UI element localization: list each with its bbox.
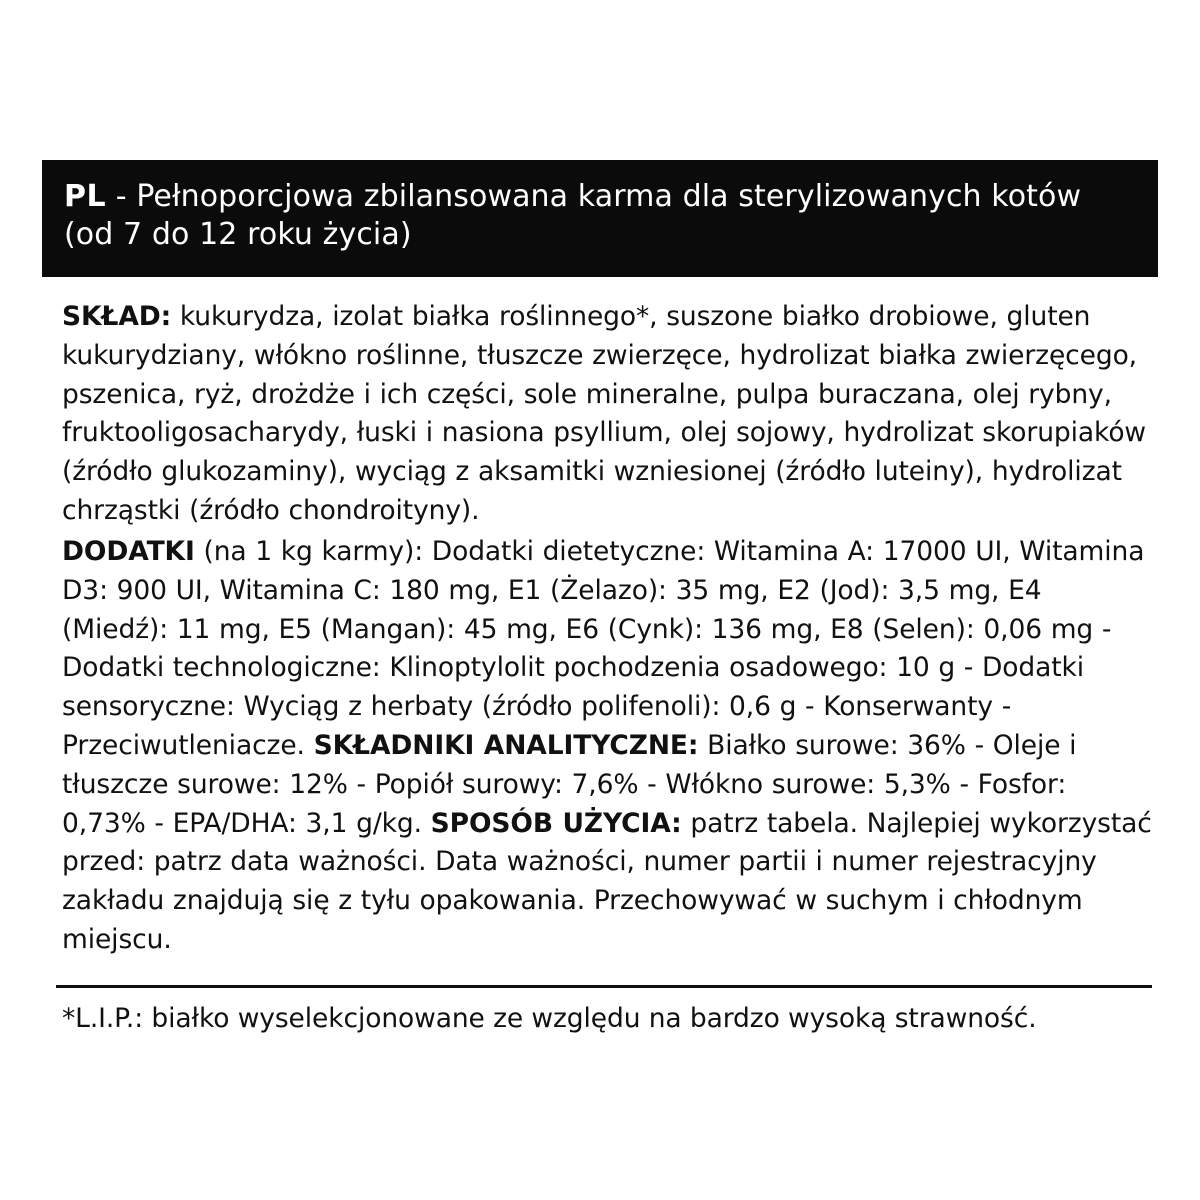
- label-body-text: [62, 298, 1152, 961]
- header-separator: -: [106, 179, 137, 214]
- additives-text: (na 1 kg karmy): Dodatki dietetyczne: Witamina A: 17000 UI, Witamina D3: 900 UI, Witamina C: 180 mg, E1 (Żelazo): 35 mg, E2 (Jod): 3,5 mg, E4 (Miedź): 11 mg, E5 (Mangan): 45 mg, E6 (Cynk): 136 mg, E8 (Selen): 0,06 mg - Dodatki technologiczne: Klinoptylolit pochodzenia osadowego: 10 g - Dodatki sensoryczne: Wyciąg z herbaty (źródło polifenoli): 0,6 g - Konserwanty - Przeciwutleniacze.: [62, 535, 1145, 761]
- language-header-banner: [42, 160, 1158, 277]
- composition-paragraph: [62, 298, 1152, 531]
- additives-label: DODATKI: [62, 535, 195, 567]
- header-text-line: [64, 178, 1136, 255]
- header-description: Pełnoporcjowa zbilansowana karma dla sterylizowanych kotów (od 7 do 12 roku życia): [64, 179, 1082, 253]
- composition-label: SKŁAD:: [62, 301, 172, 332]
- usage-text: patrz tabela. Najlepiej wykorzystać przed: patrz data ważności. Data ważności, numer partii i numer rejestracyjny zakładu znajdują się z tyłu opakowania. Przechowywać w suchym i chłodnym miejscu.: [62, 807, 1152, 955]
- additives-paragraph: [62, 533, 1152, 960]
- language-code: PL: [64, 179, 107, 214]
- footnote-text: *L.I.P.: białko wyselekcjonowane ze względu na bardzo wysoką strawność.: [62, 1003, 1037, 1034]
- footnote-divider: [56, 985, 1152, 988]
- usage-label: SPOSÓB UŻYCIA:: [430, 807, 682, 839]
- composition-text: kukurydza, izolat białka roślinnego*, suszone białko drobiowe, gluten kukurydziany, włókno roślinne, tłuszcze zwierzęce, hydrolizat białka zwierzęcego, pszenica, ryż, drożdże i ich części, sole mineralne, pulpa buraczana, olej rybny, fruktooligosacharydy, łuski i nasiona psyllium, olej sojowy, hydrolizat skorupiaków (źródło glukozaminy), wyciąg z aksamitki wzniesionej (źródło luteiny), hydrolizat chrząstki (źródło chondroityny).: [62, 301, 1147, 527]
- analytical-label: SKŁADNIKI ANALITYCZNE:: [313, 729, 699, 761]
- analytical-text: Białko surowe: 36% - Oleje i tłuszcze surowe: 12% - Popiół surowy: 7,6% - Włókno surowe: 5,3% - Fosfor: 0,73% - EPA/DHA: 3,1 g/kg.: [62, 729, 1077, 839]
